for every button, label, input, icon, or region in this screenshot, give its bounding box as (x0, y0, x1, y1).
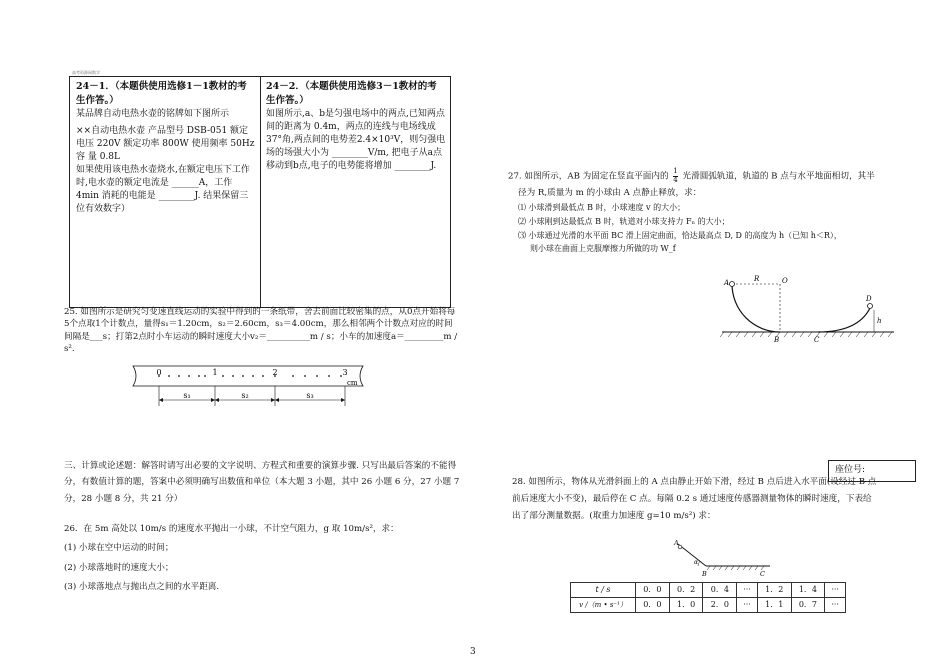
q24-1-line3: 如果使用该电热水壶烧水,在额定电压下工作时,电水壶的额定电流是 ______A，工作 4min 消耗的电能是 ________J. 结果保留三位有效数字） (76, 164, 250, 214)
q26-part3: (3) 小球落地点与抛出点之间的水平距离. (64, 581, 220, 592)
page-number: 3 (470, 647, 476, 657)
q28-label-alpha: α (694, 559, 699, 566)
q27-frac-den: 4 (673, 175, 678, 184)
q24-divider (260, 76, 261, 308)
q26-stem: 26．在 5m 高处以 10m/s 的速度水平抛出一小球，不计空气阻力，g 取 10m/s²，求： (64, 524, 399, 534)
q27-part4: 则小球在曲面上克服摩擦力所做的功 W_f (530, 244, 676, 254)
q28-data-table (570, 582, 846, 613)
q27-fraction (673, 168, 677, 184)
table-row (571, 583, 846, 598)
tape-tick-3: 3 (342, 368, 348, 377)
table-cell: 0．4 (703, 583, 737, 598)
table-cell: 1．1 (757, 598, 791, 613)
table-cell: ··· (737, 583, 758, 598)
q27-label-C: C (814, 336, 820, 344)
q27-label-D: D (866, 295, 872, 303)
tape-s1: s₁ (183, 391, 191, 400)
table-cell: ··· (737, 598, 758, 613)
table-cell: t / s (571, 583, 636, 598)
q24-1-line1: 某品牌自动电热水壶的铭牌如下图所示 (76, 108, 230, 119)
tape-s2: s₂ (241, 391, 249, 400)
q27-stem-a: 27. 如图所示，AB 为固定在竖直平面内的 (508, 171, 669, 182)
q26-part2: (2) 小球落地时的速度大小； (64, 562, 174, 573)
table-row (571, 598, 846, 613)
q28-block (512, 474, 912, 526)
table-cell: 1．2 (757, 583, 791, 598)
q27-label-O: O (782, 277, 788, 285)
q27-frac-num: 1 (673, 167, 678, 175)
q24-1-line2: ××自动电热水壶 产品型号 DSB-051 额定电压 220V 额定功率 800W 使用频率 50Hz 容 量 0.8L (76, 125, 255, 162)
q28-incline-figure (666, 538, 776, 582)
table-cell: 0．2 (669, 583, 703, 598)
tape-tick-1: 1 (212, 368, 218, 377)
q27-label-R: R (754, 275, 760, 283)
q27-part3: ⑶ 小球通过光滑的水平面 BC 滑上固定曲面，恰达最高点 D, D 的高度为 h（已知 h＜R）， (518, 230, 842, 240)
q27-stem-line1 (508, 168, 918, 185)
q24-1-block (76, 80, 256, 216)
q28-line1: 28. 如图所示，物体从光滑斜面上的 A 点由静止开始下滑，经过 B 点后进入水平面(设经过 B 点 (512, 477, 877, 487)
q25-text: 25. 如图所示是研究匀变速直线运动的实验中得到的一条纸带，舍去前面比较密集的点，从0点开始将每5个点取1个计数点，量得s₁＝1.20cm，s₂＝2.60cm，s₃＝4.00cm，那么相邻两个计数点对应的时间间隔是___s；打第2点时小车运动的瞬时速度大小v₂＝__________m / s；小车的加速度a＝_________m / s². (64, 307, 458, 355)
table-cell: 0．0 (636, 583, 670, 598)
q28-line3: 出了部分测量数据。(取重力加速度 g=10 m/s²) 求： (512, 511, 716, 522)
q24-2-body: 如图所示,a、b是匀强电场中的两点,已知两点间的距离为 0.4m，两点的连线与电场线成37°角,两点间的电势差2.4×10³V，则匀强电场的场强大小为 ________V/m, 把电子从a点移动到b点,电子的电势能将增加 ________J. (266, 108, 446, 171)
q24-2-block (266, 80, 446, 173)
q24-2-header: 24－2．（本题供使用选修3－1教材的考生作答。） (266, 81, 437, 106)
q26-part1: (1) 小球在空中运动的时间； (64, 543, 174, 554)
faint-header: 高考资源网数学 (72, 70, 100, 75)
q24-1-header: 24－1．（本题供使用选修1－1教材的考生作答。） (76, 81, 247, 106)
table-cell: 2．0 (703, 598, 737, 613)
table-cell: ··· (825, 583, 846, 598)
tape-s3: s₃ (306, 391, 314, 400)
q26-block (64, 520, 460, 597)
q27-label-A: A (724, 279, 730, 287)
tape-unit: cm (347, 379, 358, 387)
q27-label-B: B (774, 336, 780, 344)
section3-instructions: 三、计算或论述题：解答时请写出必要的文字说明、方程式和重要的演算步骤. 只写出最后答案的不能得分，有数值计算的题，答案中必须明确写出数值和单位（本大题 3 小题，其中 26 小题 6 分，27 小题 7 分，28 小题 8 分，共 21 分） (64, 461, 460, 504)
q27-stem-c: 径为 R,质量为 m 的小球由 A 点静止释放，求： (518, 188, 702, 199)
q27-part1: ⑴ 小球滑到最低点 B 时，小球速度 v 的大小； (518, 203, 686, 213)
seat-label: 座位号: (835, 465, 866, 475)
q28-label-B: B (702, 570, 707, 578)
paper-tape-figure (125, 362, 375, 412)
table-cell: 0．7 (791, 598, 825, 613)
q27-stem-b: 光滑圆弧轨道，轨道的 B 点与水平地面相切，其半 (682, 171, 875, 182)
tape-tick-2: 2 (272, 368, 278, 377)
q28-label-A: A (674, 539, 679, 547)
table-cell: 1．4 (791, 583, 825, 598)
table-cell: 0．0 (636, 598, 670, 613)
q28-line2: 前后速度大小不变)，最后停在 C 点。每隔 0.2 s 通过速度传感器测量物体的瞬时速度，下表给 (512, 494, 872, 505)
q27-label-h: h (877, 317, 882, 325)
table-cell: 1．0 (669, 598, 703, 613)
q28-label-C: C (760, 570, 765, 578)
q27-block (508, 168, 918, 256)
table-cell: v /（m • s⁻¹） (571, 598, 636, 613)
q27-part2: ⑵ 小球刚到达最低点 B 时，轨道对小球支持力 Fₙ 的大小； (518, 216, 730, 226)
tape-tick-0: 0 (156, 368, 162, 377)
table-cell: ··· (825, 598, 846, 613)
q27-track-figure (718, 270, 898, 346)
